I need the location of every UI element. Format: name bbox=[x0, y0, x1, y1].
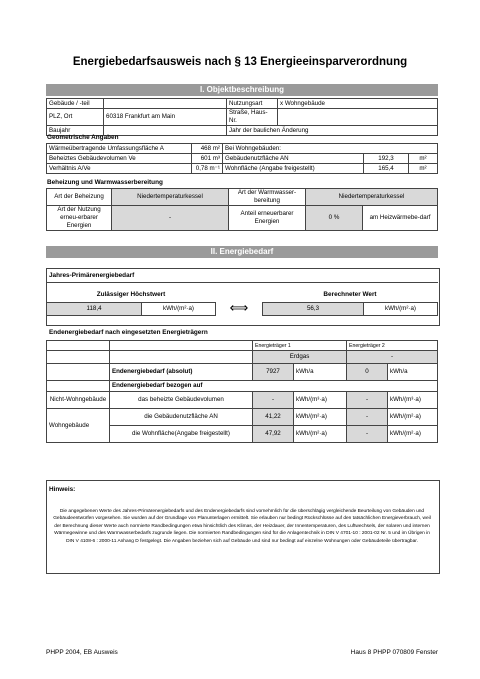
table-row bbox=[47, 392, 438, 409]
an-unit-1: kWh/(m²·a) bbox=[294, 409, 347, 426]
abs-value-2: 0 bbox=[347, 364, 388, 381]
heiz-table bbox=[46, 188, 438, 231]
wohn-label: Wohngebäude bbox=[47, 409, 110, 443]
primaer-heading: Jahres-Primärenergiebedarf bbox=[49, 272, 135, 279]
table-row bbox=[47, 341, 438, 351]
table-row bbox=[47, 381, 438, 392]
footer-right: Haus 8 PHPP 070809 Fenster bbox=[350, 649, 438, 656]
an-unit-2: kWh/(m²·a) bbox=[388, 409, 438, 426]
geo-right-unit: m² bbox=[409, 154, 438, 164]
geo-label: Beheiztes Gebäudevolumen Ve bbox=[47, 154, 192, 164]
vol-unit-2: kWh/(m³·a) bbox=[388, 392, 438, 409]
table-row bbox=[47, 99, 438, 109]
heiz-heading: Beheizung und Warmwasserbereitung bbox=[47, 179, 163, 186]
geo-value: 468 m² bbox=[192, 144, 223, 154]
zul-label: Zulässiger Höchstwert bbox=[96, 291, 166, 298]
end-heading: Endenergiebedarf nach eingesetzten Energieträgern bbox=[49, 329, 208, 336]
gebaeude-label: Gebäude / -teil bbox=[47, 99, 104, 109]
zul-value: 118,4 bbox=[47, 303, 142, 316]
et2-label: Energieträger 2 bbox=[347, 341, 438, 351]
wf-label: die Wohnfläche(Angabe freigestellt) bbox=[110, 426, 253, 443]
geo-right-value: 165,4 bbox=[364, 164, 409, 174]
wf-value-2: - bbox=[347, 426, 388, 443]
an-label: die Gebäudenutzfläche AN bbox=[110, 409, 253, 426]
table-row bbox=[47, 109, 438, 126]
strasse-value bbox=[278, 109, 438, 126]
geo-right-label: Gebäudenutzfläche AN bbox=[223, 154, 364, 164]
geo-label: Verhältnis A/Ve bbox=[47, 164, 192, 174]
table-row bbox=[47, 189, 438, 206]
heizwaerme-label: am Heizwärmebe-darf bbox=[363, 206, 438, 231]
document-title: Energiebedarfsausweis nach § 13 Energieeinsparverordnung bbox=[72, 56, 408, 68]
table-row bbox=[47, 409, 438, 426]
compare-arrow-icon: ⟺ bbox=[229, 300, 249, 315]
nutzungsart-label: Nutzungsart bbox=[227, 99, 278, 109]
jahr-label: Jahr der baulichen Änderung bbox=[227, 126, 438, 136]
ber-table bbox=[262, 302, 438, 316]
et1-value: Erdgas bbox=[253, 351, 347, 364]
abs-unit-2: kWh/a bbox=[388, 364, 438, 381]
end-table bbox=[46, 340, 438, 443]
art-beheizung-label: Art der Beheizung bbox=[47, 189, 112, 206]
plz-label: PLZ, Ort bbox=[47, 109, 104, 126]
section-energiebedarf: II. Energiebedarf bbox=[46, 246, 438, 258]
hinweis-heading: Hinweis: bbox=[49, 486, 76, 493]
wf-value-1: 47,92 bbox=[253, 426, 294, 443]
geo-right-label: Bei Wohngebäuden: bbox=[223, 144, 438, 154]
nicht-wohn-label: Nicht-Wohngebäude bbox=[47, 392, 110, 409]
gebaeude-value bbox=[104, 99, 227, 109]
geo-table bbox=[46, 143, 438, 174]
abs-unit-1: kWh/a bbox=[294, 364, 347, 381]
zul-table bbox=[46, 302, 216, 316]
nutzung-value: - bbox=[112, 206, 229, 231]
geo-right-value: 192,3 bbox=[364, 154, 409, 164]
object-table bbox=[46, 98, 438, 136]
footer-left: PHPP 2004, EB Ausweis bbox=[46, 649, 118, 656]
beheizung-value: Niedertemperaturkessel bbox=[112, 189, 229, 206]
strasse-label: Straße, Haus-Nr. bbox=[227, 109, 278, 126]
table-row bbox=[47, 206, 438, 231]
table-row bbox=[47, 364, 438, 381]
geo-value: 0,78 m⁻¹ bbox=[192, 164, 223, 174]
art-nutzung-label: Art der Nutzung erneu-erbarer Energien bbox=[47, 206, 112, 231]
section-objektbeschreibung: I. Objektbeschreibung bbox=[46, 84, 438, 96]
abs-label: Endenergiebedarf (absolut) bbox=[110, 364, 253, 381]
abs-value-1: 7927 bbox=[253, 364, 294, 381]
warmwasser-value: Niedertemperaturkessel bbox=[306, 189, 438, 206]
vol-label: das beheizte Gebäudevolumen bbox=[110, 392, 253, 409]
nutzungsart-value: x Wohngebäude bbox=[278, 99, 438, 109]
table-row bbox=[47, 164, 438, 174]
hinweis-text: Die angegebenen Werte des Jahres-Primärenergiebedarfs und des Endenergiebedarfs sind vornehmlich für die überschlägig vergleichende Beurteilung von Gebäuden und Gebäudeentwürfen vorgesehen. Sie wurden auf der Grundlage von Planunterlagen ermittelt. Sie erlauben nur bedingt Rückschlüsse auf den tatsächlichen Energieverbrauch, weil der Berechnung dieser Werte auch normierte Randbedingungen etwa hinsichtlich des Klimas, der Heizdauer, der Innentemperaturen, des Luftwechsels, der solaren und internen Wärmegewinne und des Warmwasserbedarfs zugrunde liegen. Die normierten Randbedingungen sind für die Anlagentechnik in DIN V 4701-10 : 2001-02 Nr. 5 und im Übrigen in DIN V 4108-6 : 2000-11 Anhang D festgelegt. Die Angaben beziehen sich auf Gebäude und sind nur bedingt auf einzelne Wohnungen oder Gebäudeteile übertragbar. bbox=[53, 509, 431, 544]
table-row bbox=[47, 351, 438, 364]
plz-value: 60318 Frankfurt am Main bbox=[104, 109, 227, 126]
bez-label: Endenergiebedarf bezogen auf bbox=[110, 381, 438, 392]
geo-heading: Geometrische Angaben bbox=[47, 134, 119, 141]
art-warmwasser-label: Art der Warmwasser-bereitung bbox=[229, 189, 306, 206]
zul-unit: kWh/(m²·a) bbox=[142, 303, 216, 316]
anteil-label: Anteil erneuerbarer Energien bbox=[229, 206, 306, 231]
ber-value: 56,3 bbox=[263, 303, 364, 316]
baujahr-value bbox=[104, 126, 227, 136]
ber-label: Berechneter Wert bbox=[323, 291, 377, 298]
vol-value-2: - bbox=[347, 392, 388, 409]
vol-unit-1: kWh/(m³·a) bbox=[294, 392, 347, 409]
vol-value-1: - bbox=[253, 392, 294, 409]
geo-right-unit: m² bbox=[409, 164, 438, 174]
baujahr-label: Baujahr bbox=[47, 126, 104, 136]
wf-unit-1: kWh/(m²·a) bbox=[294, 426, 347, 443]
anteil-value: 0 % bbox=[306, 206, 363, 231]
ber-unit: kWh/(m²·a) bbox=[364, 303, 438, 316]
et1-label: Energieträger 1 bbox=[253, 341, 347, 351]
geo-value: 601 m³ bbox=[192, 154, 223, 164]
table-row bbox=[47, 144, 438, 154]
wf-unit-2: kWh/(m²·a) bbox=[388, 426, 438, 443]
geo-right-label: Wohnfläche (Angabe freigestellt) bbox=[223, 164, 364, 174]
an-value-2: - bbox=[347, 409, 388, 426]
et2-value: - bbox=[347, 351, 438, 364]
an-value-1: 41,22 bbox=[253, 409, 294, 426]
geo-label: Wärmeübertragende Umfassungsfläche A bbox=[47, 144, 192, 154]
table-row bbox=[47, 154, 438, 164]
